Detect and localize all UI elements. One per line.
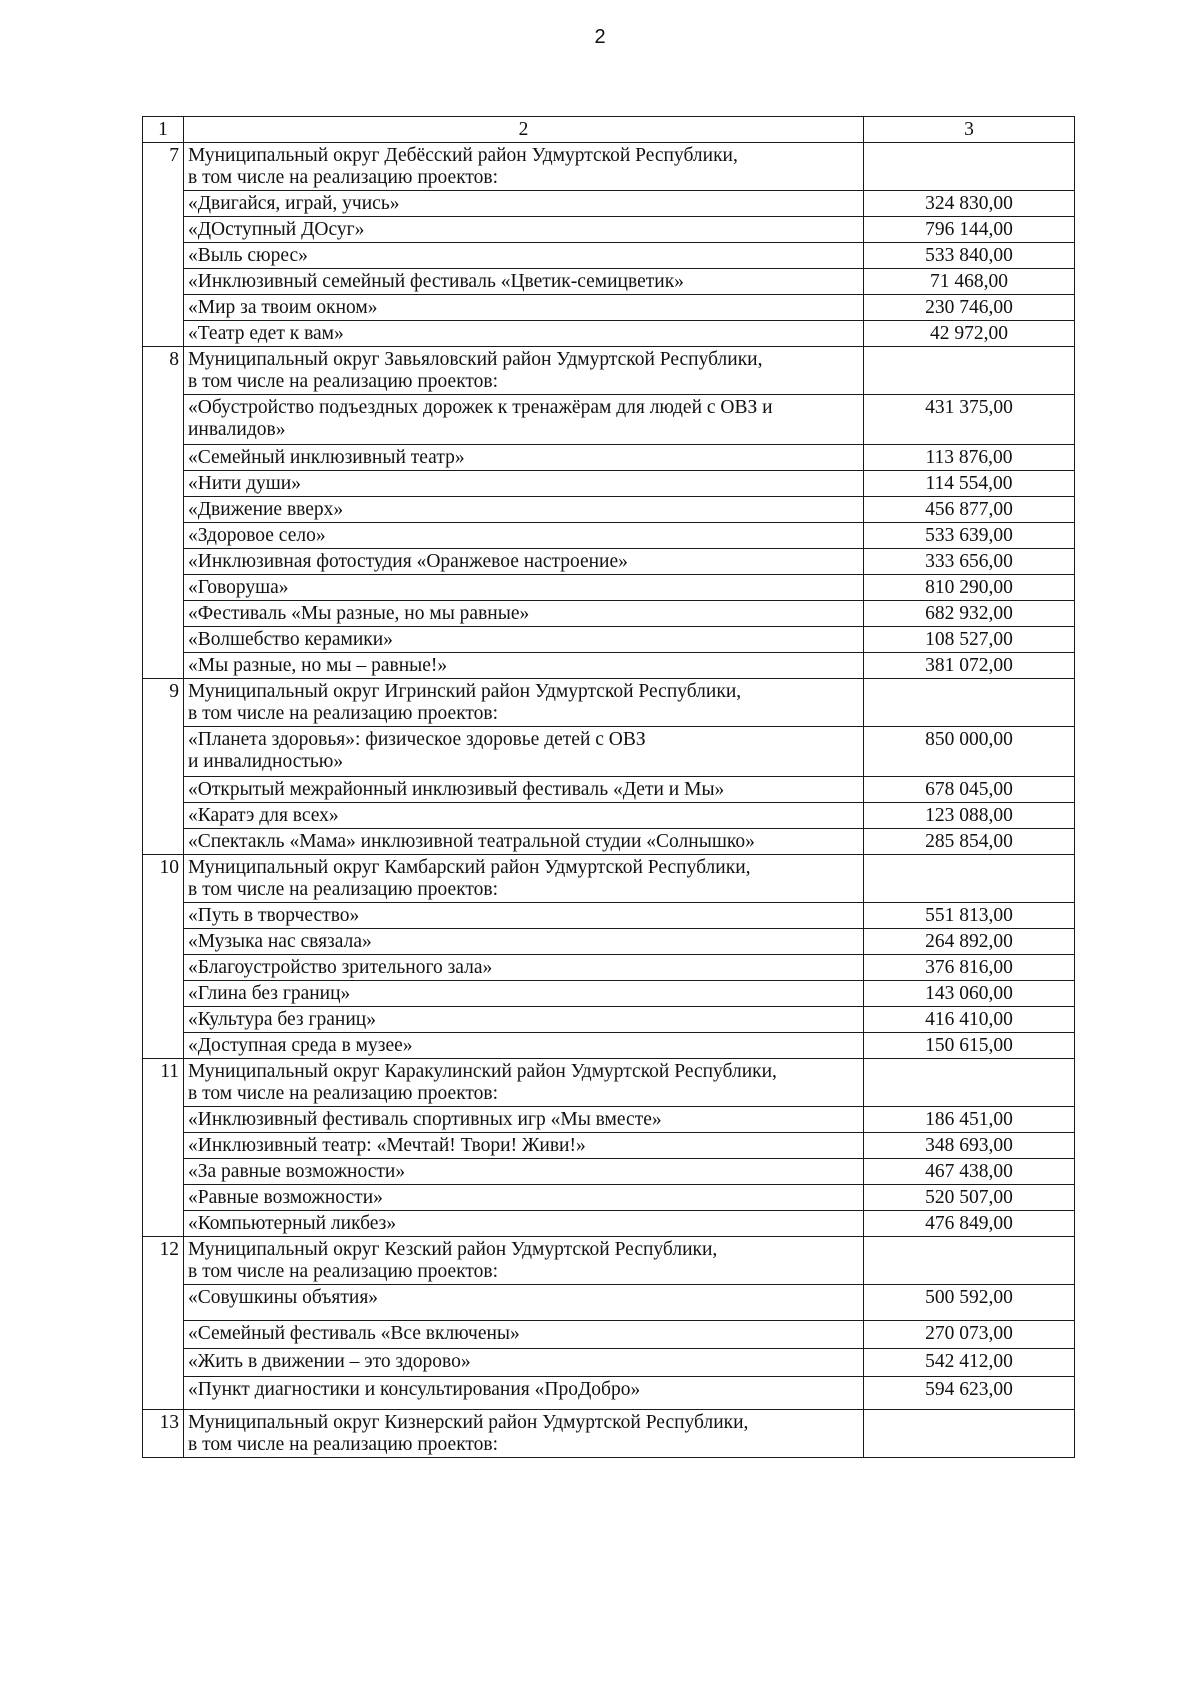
project-amount: 123 088,00 [864,803,1075,829]
project-amount: 476 849,00 [864,1211,1075,1237]
district-subtitle-line: в том числе на реализацию проектов: [188,1083,499,1104]
project-amount: 678 045,00 [864,777,1075,803]
project-name [184,1285,864,1321]
project-name [184,981,864,1007]
district-amount-empty [864,1059,1075,1107]
district-subtitle-line: в том числе на реализацию проектов: [188,167,499,188]
project-name-text: «Совушкины объятия» [188,1287,379,1308]
project-row [143,445,1075,471]
project-row [143,549,1075,575]
project-amount: 285 854,00 [864,829,1075,855]
group-number: 10 [143,855,184,1059]
district-subtitle-line: в том числе на реализацию проектов: [188,1434,499,1455]
project-name-text: «Театр едет к вам» [188,323,344,344]
project-name [184,445,864,471]
project-name-text: «Семейный инклюзивный театр» [188,447,465,468]
project-name-text: «Выль сюрес» [188,245,308,266]
district-amount-empty [864,855,1075,903]
project-amount: 551 813,00 [864,903,1075,929]
project-name-text: «Обустройство подъездных дорожек к тренажёрам для людей с ОВЗ и инвалидов» [188,397,773,440]
project-row [143,1211,1075,1237]
project-name [184,829,864,855]
project-name-text: «Движение вверх» [188,499,344,520]
page-number: 2 [594,26,606,48]
district-subtitle-line: в том числе на реализацию проектов: [188,703,499,724]
group-number: 9 [143,679,184,855]
project-amount: 143 060,00 [864,981,1075,1007]
project-amount: 376 816,00 [864,955,1075,981]
project-name [184,803,864,829]
project-row [143,981,1075,1007]
project-row [143,191,1075,217]
project-name-text: «Равные возможности» [188,1187,383,1208]
project-row [143,955,1075,981]
project-amount: 230 746,00 [864,295,1075,321]
project-amount: 150 615,00 [864,1033,1075,1059]
project-name-text: «Здоровое село» [188,525,326,546]
project-row [143,727,1075,777]
project-amount: 42 972,00 [864,321,1075,347]
project-name [184,1007,864,1033]
group-row [143,143,1075,191]
district-title-line: Муниципальный округ Каракулинский район Удмуртской Республики, [188,1061,777,1082]
project-row [143,1159,1075,1185]
project-row [143,523,1075,549]
project-name [184,523,864,549]
project-row [143,1377,1075,1410]
project-name [184,1159,864,1185]
district-amount-empty [864,347,1075,395]
project-name [184,395,864,445]
project-name [184,1321,864,1349]
project-row [143,601,1075,627]
district-subtitle-line: в том числе на реализацию проектов: [188,879,499,900]
project-amount: 533 840,00 [864,243,1075,269]
project-row [143,929,1075,955]
group-number: 12 [143,1237,184,1410]
project-amount: 348 693,00 [864,1133,1075,1159]
project-name [184,777,864,803]
project-name [184,497,864,523]
project-name [184,1185,864,1211]
project-row [143,1107,1075,1133]
project-name [184,727,864,777]
project-row [143,471,1075,497]
project-name-text: «Благоустройство зрительного зала» [188,957,493,978]
project-name-text: «Музыка нас связала» [188,931,372,952]
project-row [143,295,1075,321]
project-name [184,243,864,269]
district-title [184,347,864,395]
project-amount: 71 468,00 [864,269,1075,295]
project-amount: 500 592,00 [864,1285,1075,1321]
project-name [184,955,864,981]
project-name-text: «Спектакль «Мама» инклюзивной театральной студии «Солнышко» [188,831,755,852]
project-name-text: «Инклюзивная фотостудия «Оранжевое настроение» [188,551,628,572]
header-col-2: 2 [184,117,864,143]
project-name [184,321,864,347]
project-row [143,1185,1075,1211]
group-row [143,679,1075,727]
project-name-text: «Волшебство керамики» [188,629,393,650]
group-number: 13 [143,1410,184,1458]
project-amount: 264 892,00 [864,929,1075,955]
project-name [184,1033,864,1059]
district-title-line: Муниципальный округ Кизнерский район Удмуртской Республики, [188,1412,749,1433]
district-title [184,1410,864,1458]
project-name-text: «Доступная среда в музее» [188,1035,413,1056]
project-amount: 108 527,00 [864,627,1075,653]
group-row [143,855,1075,903]
district-title [184,143,864,191]
header-col-1: 1 [143,117,184,143]
project-row [143,321,1075,347]
project-name-text: «Глина без границ» [188,983,351,1004]
project-name-text: «Говоруша» [188,577,289,598]
project-name-text: «Жить в движении – это здорово» [188,1351,471,1372]
project-row [143,777,1075,803]
project-name [184,1377,864,1410]
project-name [184,653,864,679]
project-name [184,471,864,497]
project-name [184,601,864,627]
project-amount: 467 438,00 [864,1159,1075,1185]
project-amount: 810 290,00 [864,575,1075,601]
project-name [184,1211,864,1237]
project-name [184,1133,864,1159]
project-name-text: «Мы разные, но мы – равные!» [188,655,448,676]
project-row [143,269,1075,295]
district-amount-empty [864,143,1075,191]
district-amount-empty [864,679,1075,727]
project-row [143,1285,1075,1321]
project-amount: 850 000,00 [864,727,1075,777]
project-name [184,575,864,601]
project-name-text: «ДОступный ДОсуг» [188,219,365,240]
group-row [143,347,1075,395]
project-name [184,903,864,929]
project-amount: 594 623,00 [864,1377,1075,1410]
project-name-text: «Двигайся, играй, учись» [188,193,400,214]
project-amount: 114 554,00 [864,471,1075,497]
project-row [143,395,1075,445]
funding-table [142,116,1075,1458]
project-amount: 416 410,00 [864,1007,1075,1033]
group-row [143,1410,1075,1458]
project-amount: 456 877,00 [864,497,1075,523]
district-subtitle-line: в том числе на реализацию проектов: [188,371,499,392]
project-name-text: «Инклюзивный семейный фестиваль «Цветик-семицветик» [188,271,684,292]
project-row [143,217,1075,243]
header-col-3: 3 [864,117,1075,143]
project-name [184,191,864,217]
project-amount: 270 073,00 [864,1321,1075,1349]
district-title-line: Муниципальный округ Завьяловский район Удмуртской Республики, [188,349,763,370]
project-name-text: «Инклюзивный театр: «Мечтай! Твори! Живи!» [188,1135,586,1156]
header-row [143,117,1075,143]
project-name-text: «Путь в творчество» [188,905,360,926]
project-row [143,497,1075,523]
district-amount-empty [864,1410,1075,1458]
project-row [143,575,1075,601]
project-name [184,217,864,243]
project-name [184,549,864,575]
project-row [143,243,1075,269]
district-amount-empty [864,1237,1075,1285]
project-name [184,929,864,955]
project-amount: 333 656,00 [864,549,1075,575]
project-name-text: «Нити души» [188,473,301,494]
project-amount: 520 507,00 [864,1185,1075,1211]
group-number: 7 [143,143,184,347]
project-amount: 113 876,00 [864,445,1075,471]
project-name-text: «Мир за твоим окном» [188,297,378,318]
project-row [143,1321,1075,1349]
project-row [143,829,1075,855]
project-name-text: «Каратэ для всех» [188,805,339,826]
project-row [143,903,1075,929]
group-number: 11 [143,1059,184,1237]
project-name-text-line2: и инвалидностью» [188,751,344,772]
project-name-text: «Культура без границ» [188,1009,376,1030]
district-title-line: Муниципальный округ Кезский район Удмуртской Республики, [188,1239,718,1260]
group-row [143,1059,1075,1107]
project-name-text: «Открытый межрайонный инклюзивый фестиваль «Дети и Мы» [188,779,725,800]
project-amount: 324 830,00 [864,191,1075,217]
project-amount: 796 144,00 [864,217,1075,243]
district-title [184,679,864,727]
project-name [184,269,864,295]
district-title-line: Муниципальный округ Камбарский район Удмуртской Республики, [188,857,751,878]
project-name-text: «Семейный фестиваль «Все включены» [188,1323,520,1344]
project-row [143,1033,1075,1059]
project-name [184,627,864,653]
project-amount: 381 072,00 [864,653,1075,679]
project-name-text: «Пункт диагностики и консультирования «ПроДобро» [188,1379,641,1400]
project-name [184,1107,864,1133]
district-title [184,1059,864,1107]
project-name-text: «Фестиваль «Мы разные, но мы равные» [188,603,530,624]
district-subtitle-line: в том числе на реализацию проектов: [188,1261,499,1282]
project-name-text: «Планета здоровья»: физическое здоровье детей с ОВЗ [188,729,646,750]
project-name-text: «Компьютерный ликбез» [188,1213,397,1234]
project-row [143,1007,1075,1033]
project-row [143,1349,1075,1377]
project-name-text: «Инклюзивный фестиваль спортивных игр «Мы вместе» [188,1109,662,1130]
project-amount: 542 412,00 [864,1349,1075,1377]
table-body [143,117,1075,1458]
project-amount: 431 375,00 [864,395,1075,445]
project-amount: 682 932,00 [864,601,1075,627]
district-title [184,1237,864,1285]
project-row [143,653,1075,679]
project-row [143,803,1075,829]
district-title-line: Муниципальный округ Дебёсский район Удмуртской Республики, [188,145,738,166]
project-name-text: «За равные возможности» [188,1161,406,1182]
project-amount: 186 451,00 [864,1107,1075,1133]
district-title [184,855,864,903]
project-row [143,1133,1075,1159]
project-amount: 533 639,00 [864,523,1075,549]
district-title-line: Муниципальный округ Игринский район Удмуртской Республики, [188,681,742,702]
project-name [184,295,864,321]
group-number: 8 [143,347,184,679]
project-name [184,1349,864,1377]
group-row [143,1237,1075,1285]
project-row [143,627,1075,653]
